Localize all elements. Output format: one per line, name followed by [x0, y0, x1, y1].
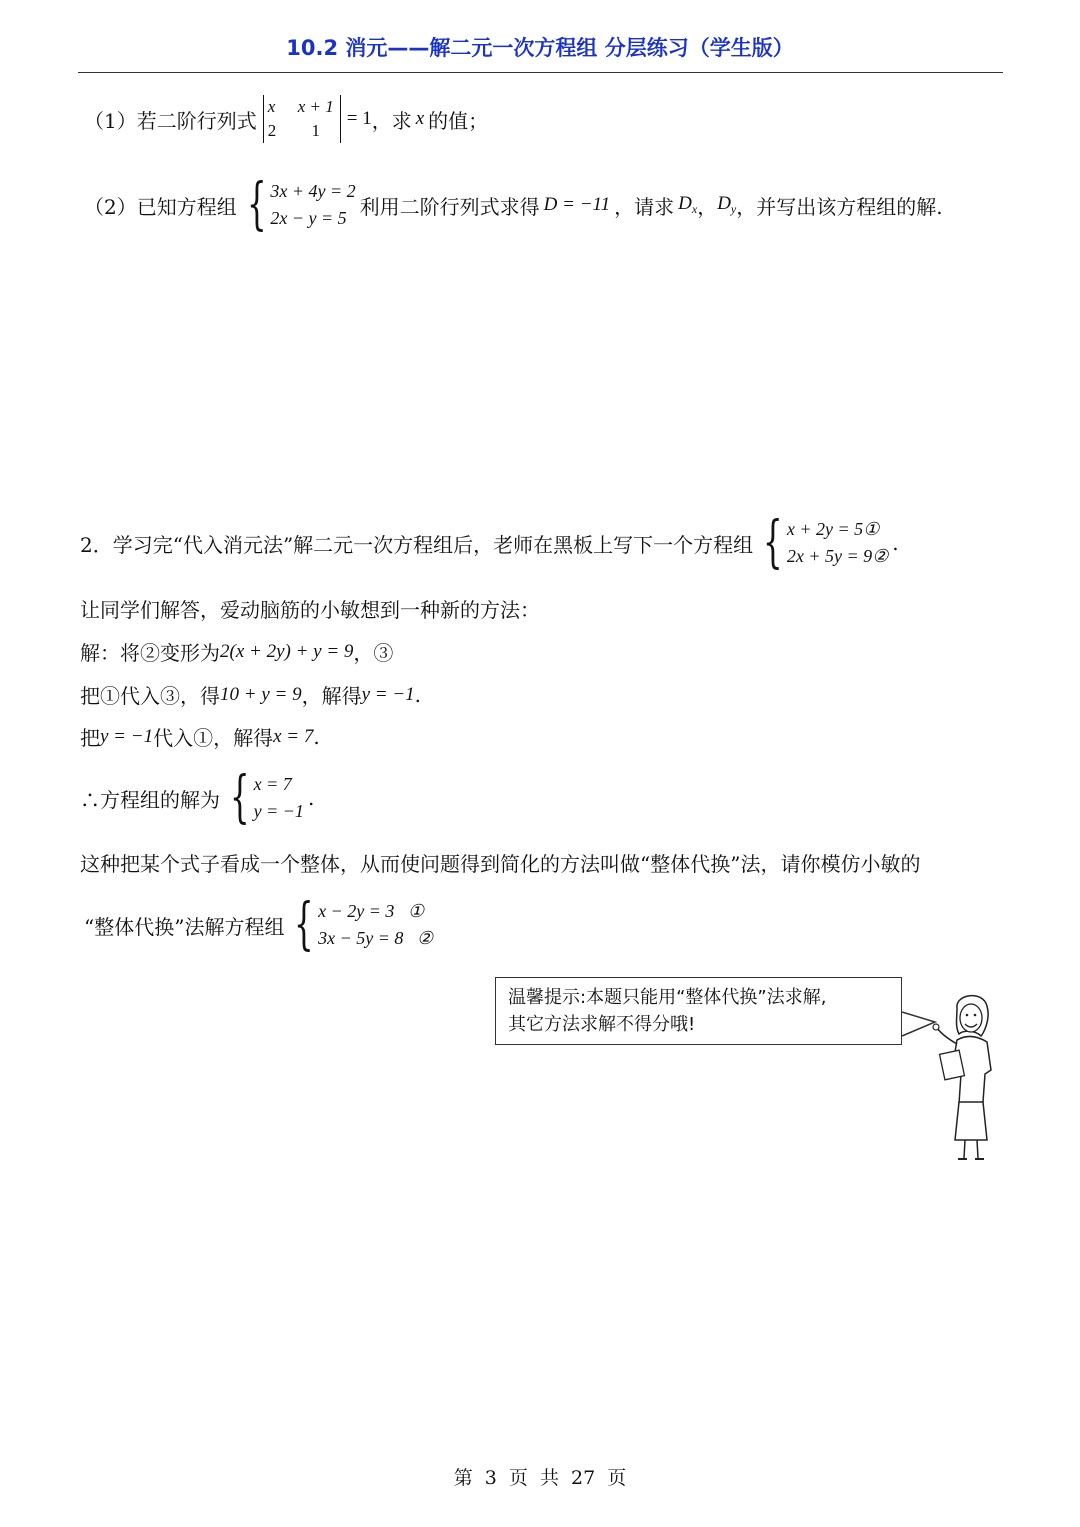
q2-line5	[80, 722, 320, 751]
q2-intro-end: .	[892, 531, 899, 555]
header-divider	[78, 72, 1003, 73]
q1-part2-text-a: 利用二阶行列式求得	[359, 194, 540, 219]
tip-callout	[495, 977, 902, 1045]
det-a: x	[267, 97, 276, 116]
teacher-illustration	[895, 990, 1010, 1165]
q1-part2-prefix: （2）已知方程组	[84, 194, 237, 219]
q2-line5-end: .	[313, 724, 320, 749]
q2-sys-eq-1: x + 2y = 5①	[786, 519, 880, 539]
d-value: D = −11	[543, 194, 611, 215]
task-eq-1: x − 2y = 3 ①	[318, 901, 425, 921]
dx-subscript: x	[691, 202, 698, 216]
det-d: 1	[311, 121, 320, 140]
q2-line6-end: .	[307, 786, 315, 810]
task-eq-2: 3x − 5y = 8 ②	[318, 928, 434, 948]
solution-system: { x = 7 y = −1	[230, 765, 304, 830]
q2-line8	[84, 892, 437, 957]
solution-x: x = 7	[253, 774, 292, 794]
page-header-title: 10.2 消元——解二元一次方程组 分层练习（学生版）	[286, 36, 794, 60]
det-b: x + 1	[297, 97, 334, 116]
q2-line3	[80, 637, 393, 666]
q1-part2-text-c: ，并写出该方程组的解.	[736, 194, 943, 219]
q1-part2	[84, 172, 943, 237]
q2-task-system: { x − 2y = 3 ① 3x − 5y = 8 ②	[294, 892, 434, 957]
q2-line2: 让同学们解答，爱动脑筋的小敏想到一种新的方法：	[80, 598, 540, 622]
tip-line-2: 其它方法求解不得分哦!	[508, 1014, 696, 1035]
page-footer: 第 3 页 共 27 页	[453, 1467, 627, 1489]
dy-symbol: D	[717, 193, 731, 214]
q2-line4-end: .	[414, 682, 422, 707]
q2-intro	[80, 510, 899, 575]
q2-line3-text: 解：将②变形为	[80, 641, 220, 665]
q1-part1-suffix-b: 的值；	[428, 108, 489, 133]
q2-line8-text: “整体代换”法解方程组	[84, 914, 285, 939]
q1-part1-prefix: （1）若二阶行列式	[84, 108, 257, 133]
q2-line6	[80, 765, 315, 830]
q1-part1-suffix-a: ，求	[371, 108, 412, 133]
q2-line5-text-b: 代入①，解得	[153, 726, 274, 750]
q2-sys-eq-2: 2x + 5y = 9②	[786, 546, 889, 566]
sys-eq-1: 3x + 4y = 2	[270, 181, 356, 201]
q2-line3-math: 2(x + 2y) + y = 9	[220, 640, 354, 662]
det-equals: = 1	[346, 108, 372, 129]
q1-part2-text-b: ，请求	[614, 194, 675, 219]
q2-intro-text: 2．学习完“代入消元法”解二元一次方程组后，老师在黑板上写下一个方程组	[80, 532, 754, 557]
q2-line4-text-a: 把①代入③，得	[80, 684, 220, 708]
tip-line-1: 温馨提示:本题只能用“整体代换”法求解,	[508, 987, 827, 1008]
sys-eq-2: 2x − y = 5	[270, 208, 347, 228]
dx-symbol: D	[678, 193, 692, 214]
q2-equation-system: { x + 2y = 5① 2x + 5y = 9②	[763, 510, 889, 575]
det-c: 2	[267, 121, 277, 140]
dy-subscript: y	[730, 202, 737, 216]
q2-line7: 这种把某个式子看成一个整体，从而使问题得到简化的方法叫做“整体代换”法，请你模仿小敏的	[80, 852, 921, 876]
q2-line5-text-a: 把	[80, 726, 100, 750]
q2-line5-math1: y = −1	[100, 725, 154, 747]
q2-line6-text: ∴方程组的解为	[80, 787, 220, 812]
q1-part1-var: x	[415, 108, 425, 129]
q2-line5-math2: x = 7	[273, 725, 314, 747]
determinant	[263, 95, 341, 143]
equation-system: { 3x + 4y = 2 2x − y = 5	[246, 172, 356, 237]
q1-part1	[84, 95, 488, 143]
q1-part2-comma: ，	[697, 194, 718, 219]
q2-line3-end: ，③	[353, 641, 394, 665]
q2-line4-math1: 10 + y = 9	[220, 683, 302, 705]
q2-line4	[80, 680, 421, 709]
solution-y: y = −1	[253, 801, 304, 821]
q2-line4-math2: y = −1	[361, 683, 415, 705]
q2-line4-text-b: ，解得	[301, 684, 362, 708]
